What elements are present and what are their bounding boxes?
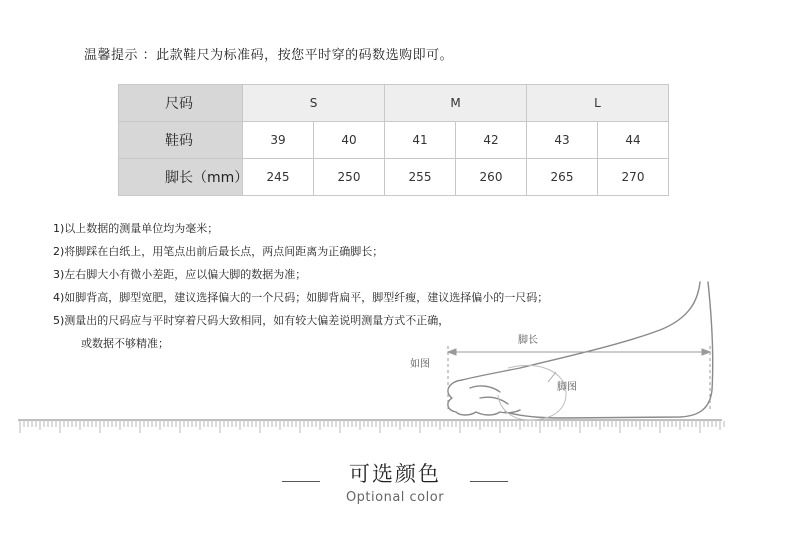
note-item: 2)将脚踩在白纸上，用笔点出前后最长点，两点间距离为正确脚长； — [53, 245, 384, 258]
section-subtitle: Optional color — [345, 490, 445, 505]
foot-length-cell: 265 — [527, 159, 598, 196]
length-arrow-icon — [448, 346, 710, 412]
size-tip: 温馨提示 ：此款鞋尺为标准码，按您平时穿的码数选购即可。 — [84, 48, 454, 63]
shoe-size-cell: 41 — [385, 122, 456, 159]
foot-icon — [448, 282, 713, 418]
note-item: 1)以上数据的测量单位均为毫米； — [53, 222, 219, 235]
size-cell: M — [385, 85, 527, 122]
section-heading — [0, 458, 790, 505]
foot-length-cell: 255 — [385, 159, 456, 196]
shoe-size-cell: 40 — [314, 122, 385, 159]
note-item: 或数据不够精准； — [81, 337, 169, 350]
label-as-shown: 如图 — [410, 359, 430, 370]
label-foot-drawing: 脚图 — [557, 382, 577, 393]
note-item: 3)左右脚大小有微小差距，应以偏大脚的数据为准； — [53, 268, 307, 281]
note-item: 5)测量出的尺码应与平时穿着尺码大致相同，如有较大偏差说明测量方式不正确， — [53, 314, 450, 327]
shoe-size-cell: 39 — [243, 122, 314, 159]
footprint-icon — [498, 365, 566, 420]
shoe-size-cell: 44 — [598, 122, 669, 159]
shoe-size-header: 鞋码 — [119, 122, 243, 159]
section-title: 可选颜色 — [349, 462, 441, 486]
size-header: 尺码 — [119, 85, 243, 122]
ruler-icon — [18, 420, 724, 433]
shoe-size-cell: 43 — [527, 122, 598, 159]
shoe-size-cell: 42 — [456, 122, 527, 159]
size-cell: L — [527, 85, 669, 122]
foot-length-header: 脚长（mm） — [119, 159, 243, 196]
foot-length-cell: 270 — [598, 159, 669, 196]
label-foot-length: 脚长 — [518, 335, 538, 346]
foot-length-cell: 245 — [243, 159, 314, 196]
foot-length-cell: 260 — [456, 159, 527, 196]
size-cell: S — [243, 85, 385, 122]
note-item: 4)如脚背高，脚型宽肥，建议选择偏大的一个尺码；如脚背扁平，脚型纤瘦，建议选择偏小的一尺码； — [53, 291, 549, 304]
foot-length-cell: 250 — [314, 159, 385, 196]
